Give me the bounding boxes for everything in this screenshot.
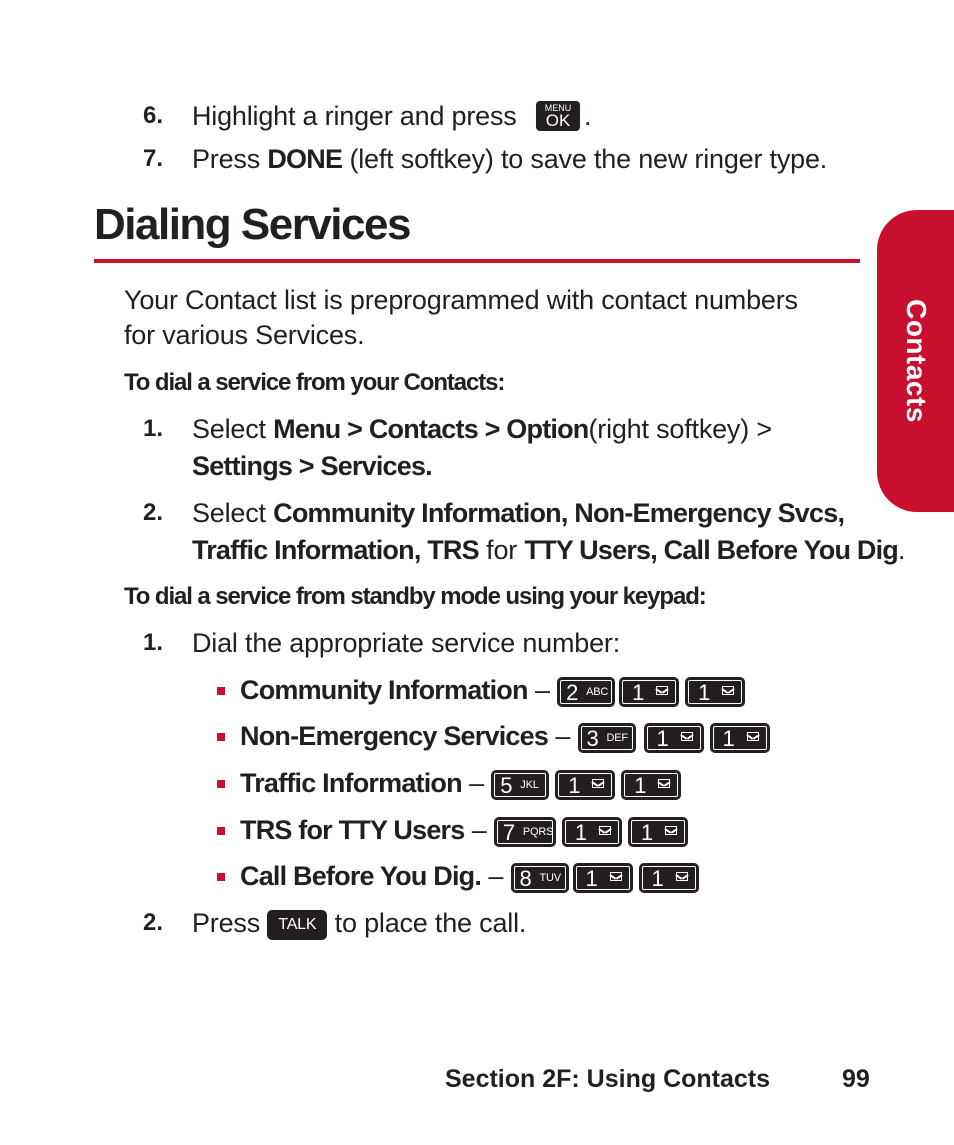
envelope-icon [658, 779, 670, 788]
key-letters: JKL [520, 778, 539, 791]
key-digit: 1 [632, 679, 645, 705]
key-letters: TUV [539, 871, 561, 884]
envelope-icon [592, 779, 604, 788]
title-rule [94, 259, 860, 263]
step-text: Settings > Services. [192, 451, 432, 481]
keypad-key-icon [494, 817, 556, 847]
menu-key-label: MENU [544, 103, 572, 113]
envelope-icon [747, 732, 759, 741]
envelope-icon [676, 872, 688, 881]
envelope-icon [656, 686, 668, 695]
step-number: 1. [143, 629, 164, 656]
step-text: Select Community Information, Non-Emergency Svcs, [192, 498, 845, 528]
envelope-icon [599, 826, 611, 835]
key-digit: 1 [656, 725, 669, 751]
key-letters: DEF [606, 731, 628, 744]
keypad-one-key-icon [562, 817, 622, 847]
bullet-icon [217, 687, 225, 695]
keypad-one-key-icon [621, 770, 681, 800]
keypad-key-icon [491, 770, 549, 800]
bullet-icon [217, 780, 225, 788]
step-text: Press DONE (left softkey) to save the new ringer type. [192, 144, 828, 174]
service-item [240, 672, 745, 708]
key-digit: 2 [566, 679, 579, 705]
keypad-key-icon [557, 677, 615, 707]
step-text: Dial the appropriate service number: [192, 628, 621, 658]
service-label: Call Before You Dig. [240, 861, 482, 891]
dash: – [488, 861, 504, 891]
key-letters: PQRS [522, 825, 554, 838]
keypad-key-icon [511, 863, 569, 893]
envelope-icon [722, 686, 734, 695]
intro-text: for various Services. [124, 320, 365, 350]
dash: – [471, 815, 487, 845]
key-digit: 1 [634, 772, 647, 798]
key-digit: 1 [640, 819, 653, 845]
service-item [240, 718, 770, 754]
page-number: 99 [842, 1065, 870, 1093]
intro-text: Your Contact list is preprogrammed with contact numbers [124, 285, 798, 315]
keypad-one-key-icon [639, 863, 699, 893]
menu-ok-key-icon [536, 101, 580, 131]
keypad-one-key-icon [555, 770, 615, 800]
service-item [240, 765, 681, 801]
dash: – [469, 768, 484, 798]
key-digit: 1 [698, 679, 711, 705]
key-digit: 7 [502, 819, 515, 845]
keypad-one-key-icon [710, 723, 770, 753]
dash: – [555, 721, 571, 751]
key-digit: 3 [586, 725, 599, 751]
keypad-one-key-icon [685, 677, 745, 707]
keypad-one-key-icon [628, 817, 688, 847]
service-item [240, 858, 699, 894]
envelope-icon [665, 826, 677, 835]
service-label: Non-Emergency Services [240, 721, 549, 751]
subheading: To dial a service from standby mode using your keypad: [124, 583, 706, 610]
key-digit: 1 [585, 865, 598, 891]
step-number: 2. [143, 909, 164, 936]
keypad-key-icon [578, 723, 636, 753]
footer-section: Section 2F: Using Contacts [445, 1065, 771, 1093]
dash: – [535, 675, 550, 705]
step-end: . [584, 101, 592, 131]
key-digit: 1 [568, 772, 581, 798]
key-digit: 5 [500, 772, 513, 798]
page-title: Dialing Services [94, 200, 410, 249]
service-label: Community Information [240, 675, 528, 705]
bullet-icon [217, 827, 225, 835]
keypad-one-key-icon [644, 723, 704, 753]
step-text: Highlight a ringer and press [192, 101, 517, 131]
talk-key-icon: TALK [267, 910, 327, 940]
step-number: 2. [143, 499, 164, 526]
step-number: 1. [143, 415, 164, 442]
bullet-icon [217, 733, 225, 741]
key-digit: 1 [651, 865, 664, 891]
step-number: 6. [143, 102, 164, 129]
keypad-one-key-icon [619, 677, 679, 707]
step-text: Traffic Information, TRS for TTY Users, Call Before You Dig. [192, 535, 906, 565]
step-text: Press TALK to place the call. [192, 908, 527, 938]
envelope-icon [681, 732, 693, 741]
service-label: TRS for TTY Users [240, 815, 465, 845]
envelope-icon [610, 872, 622, 881]
bullet-icon [217, 873, 225, 881]
key-digit: 8 [519, 865, 532, 891]
key-digit: 1 [574, 819, 587, 845]
service-item [240, 812, 688, 848]
service-label: Traffic Information [240, 768, 462, 798]
step-text: Select Menu > Contacts > Option(right softkey) > [192, 414, 772, 444]
ok-key-label: OK [545, 111, 571, 130]
side-tab-label: Contacts [900, 299, 932, 423]
step-number: 7. [143, 145, 164, 172]
side-tab [877, 210, 954, 512]
keypad-one-key-icon [573, 863, 633, 893]
key-digit: 1 [722, 725, 735, 751]
key-letters: ABC [586, 685, 609, 698]
subheading: To dial a service from your Contacts: [124, 369, 505, 396]
